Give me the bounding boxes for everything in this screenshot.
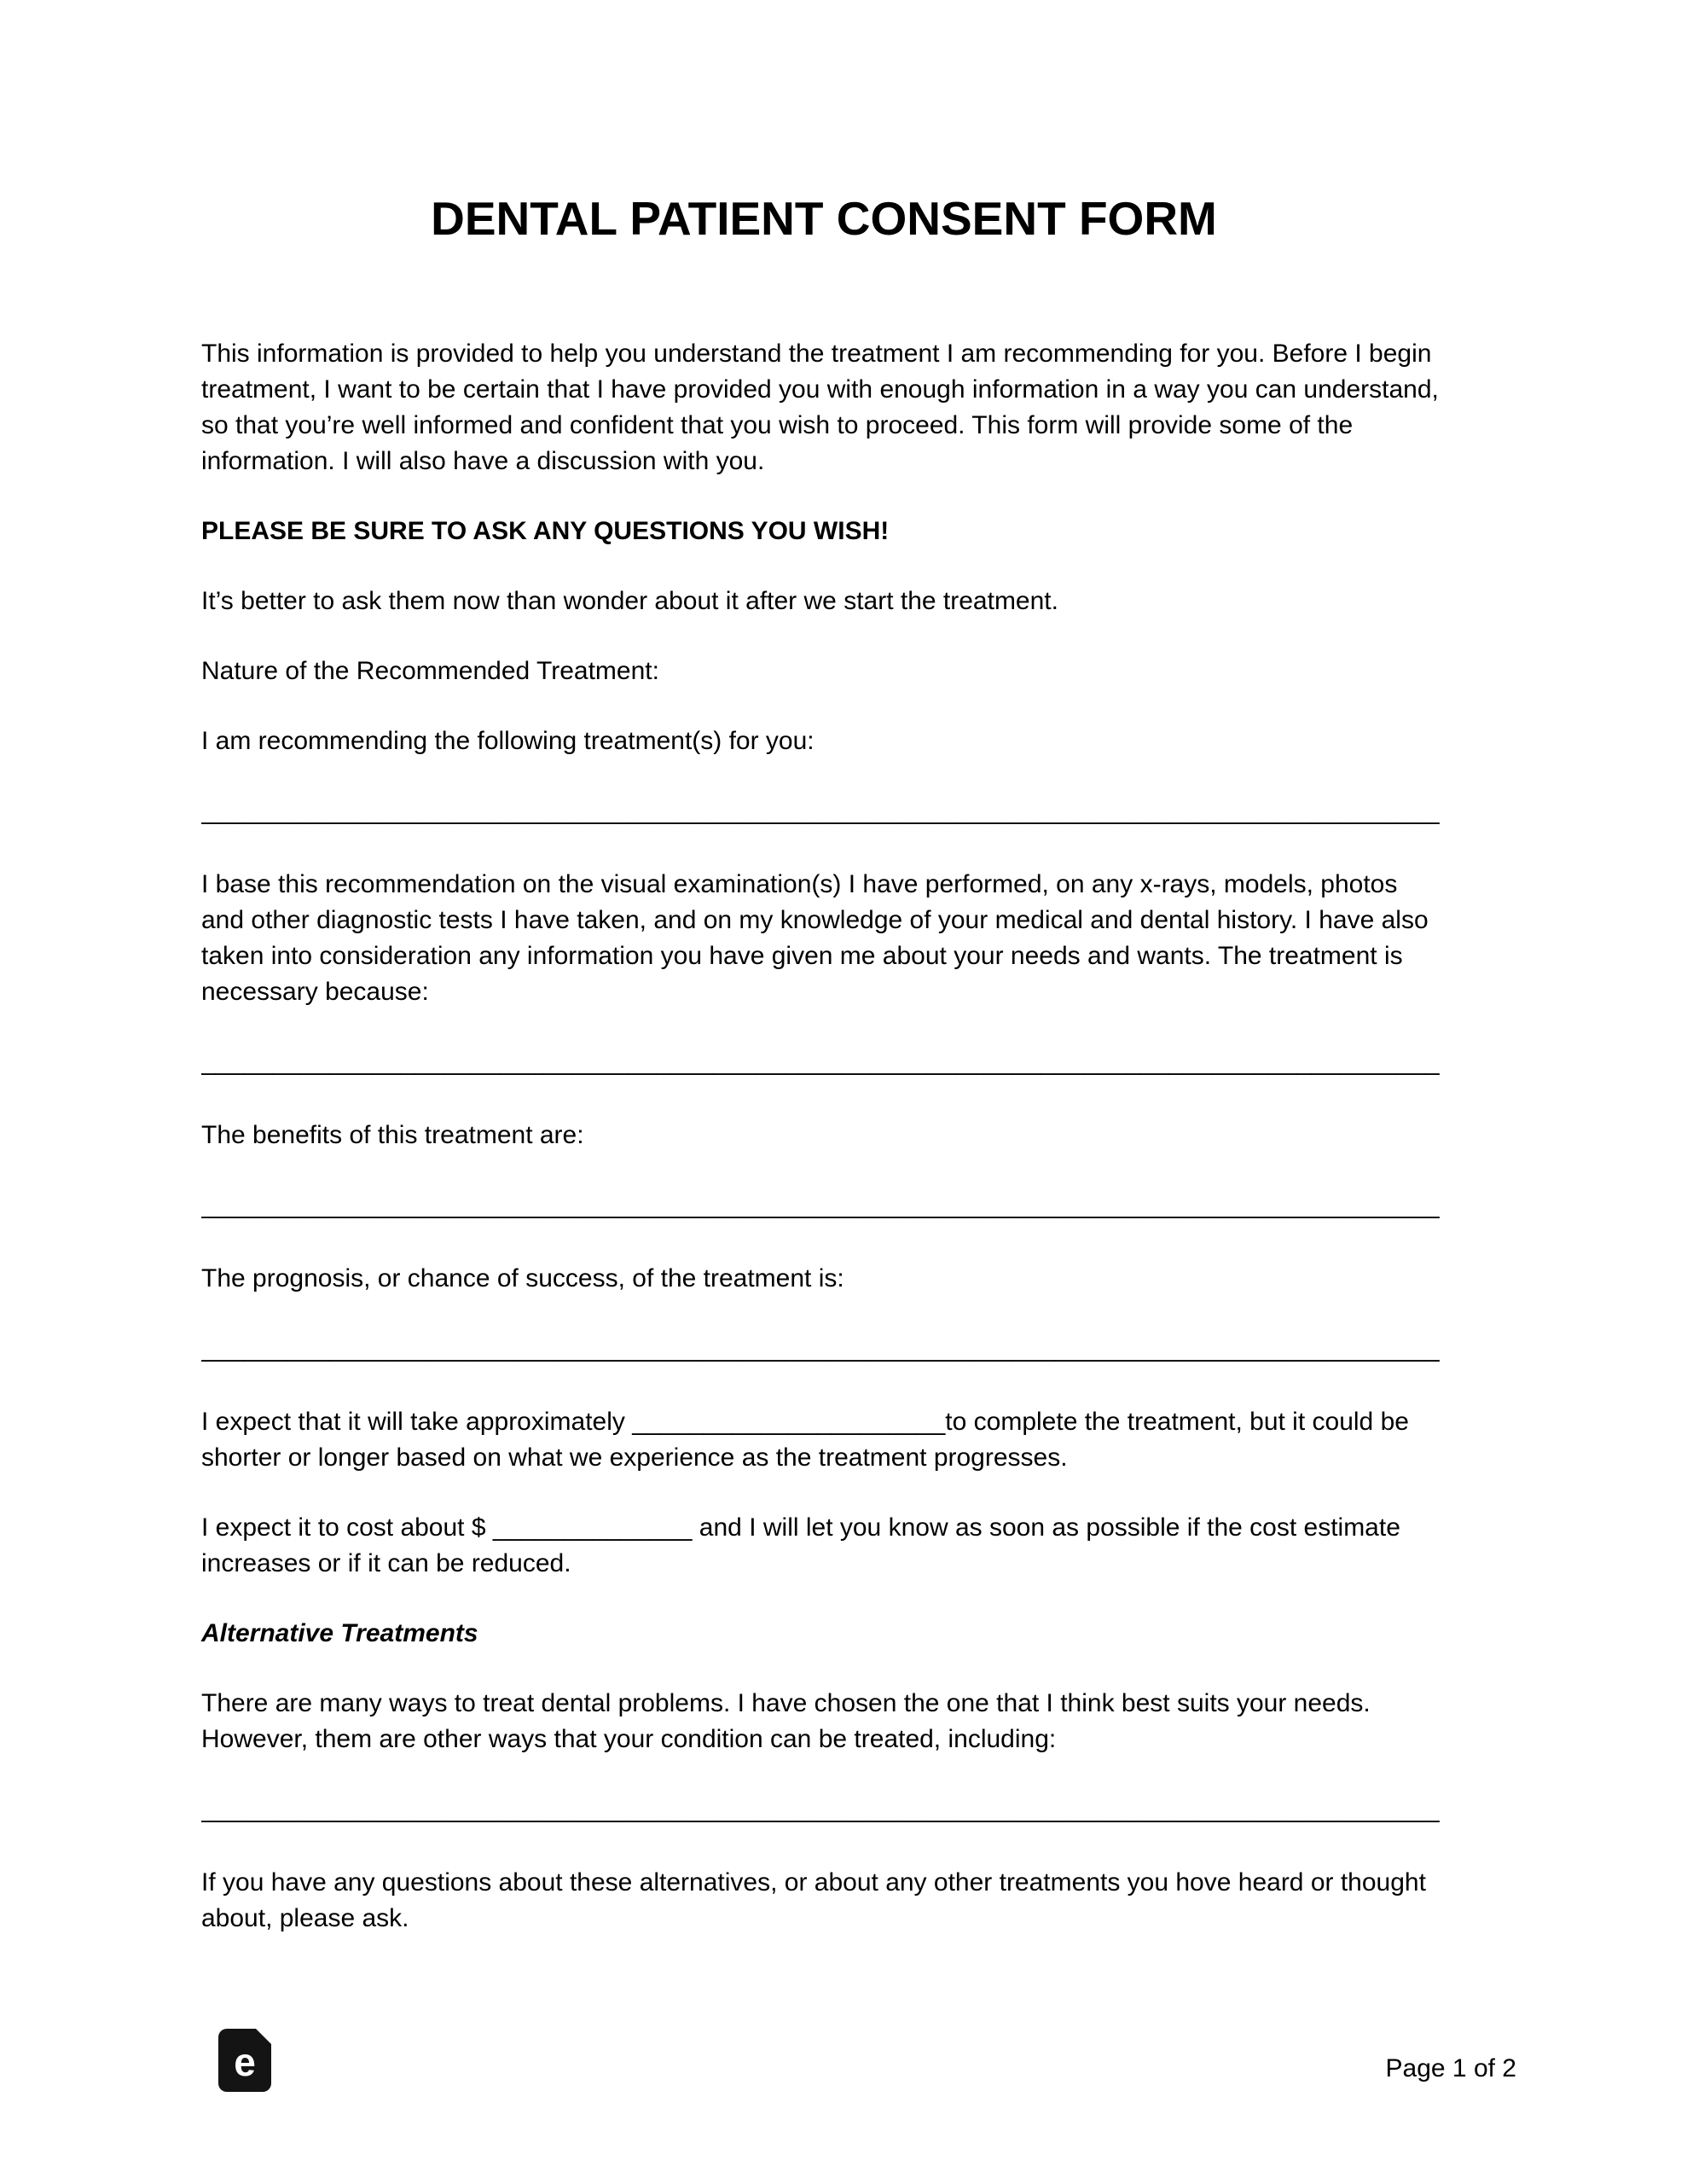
benefits-blank-field: _______________________________________________________________________________________	[201, 1191, 1440, 1219]
nature-of-treatment-label: Nature of the Recommended Treatment:	[201, 657, 659, 685]
logo-letter-e: e	[234, 2040, 256, 2084]
alternative-treatments-heading: Alternative Treatments	[201, 1619, 478, 1647]
page-number: Page 1 of 2	[1385, 2054, 1516, 2082]
duration-paragraph	[201, 1404, 1446, 1476]
cost-text-suffix: and I will let you know as soon as possible if the cost estimate increases or if it can be reduced.	[201, 1513, 1400, 1577]
prognosis-blank-field: _______________________________________________________________________________________	[201, 1334, 1440, 1362]
prognosis-label: The prognosis, or chance of success, of the treatment is:	[201, 1264, 844, 1292]
benefits-label: The benefits of this treatment are:	[201, 1121, 584, 1149]
intro-paragraph: This information is provided to help you understand the treatment I am recommending for you. Before I begin treatment, I want to be certain that I have provided you with enough information in a way you can understand, so that you’re well informed and confident that you wish to proceed. This form will provide some of the information. I will also have a discussion with you.	[201, 340, 1439, 475]
closing-paragraph: If you have any questions about these alternatives, or about any other treatments you hove heard or thought about, please ask.	[201, 1868, 1426, 1932]
duration-blank-field: ______________________	[632, 1408, 946, 1436]
recommending-treatments-label: I am recommending the following treatment(s) for you:	[201, 727, 815, 755]
document-title: DENTAL PATIENT CONSENT FORM	[431, 192, 1217, 245]
ask-questions-note: It’s better to ask them now than wonder about it after we start the treatment.	[201, 587, 1058, 615]
basis-paragraph: I base this recommendation on the visual examination(s) I have performed, on any x-rays, models, photos and other diagnostic tests I have taken, and on my knowledge of your medical and dental history. I have also taken into consideration any information you have given me about your needs and wants. The treatment is necessary because:	[201, 870, 1429, 1006]
cost-text-prefix: I expect it to cost about $	[201, 1513, 493, 1542]
duration-text-prefix: I expect that it will take approximately	[201, 1408, 633, 1436]
alternative-treatments-paragraph: There are many ways to treat dental problems. I have chosen the one that I think best suits your needs. However, them are other ways that your condition can be treated, including:	[201, 1689, 1371, 1753]
cost-blank-field: ______________	[492, 1513, 693, 1542]
cost-paragraph	[201, 1510, 1446, 1582]
recommended-treatment-blank-field: _______________________________________________________________________________________	[201, 797, 1440, 825]
eforms-logo	[218, 2029, 271, 2092]
necessary-because-blank-field: _______________________________________________________________________________________	[201, 1048, 1440, 1076]
alternatives-blank-field: _______________________________________________________________________________________	[201, 1795, 1440, 1823]
ask-questions-heading: PLEASE BE SURE TO ASK ANY QUESTIONS YOU WISH!	[201, 517, 890, 545]
duration-text-suffix: to complete the treatment, but it could be shorter or longer based on what we experience as the treatment progresses.	[201, 1408, 1409, 1472]
